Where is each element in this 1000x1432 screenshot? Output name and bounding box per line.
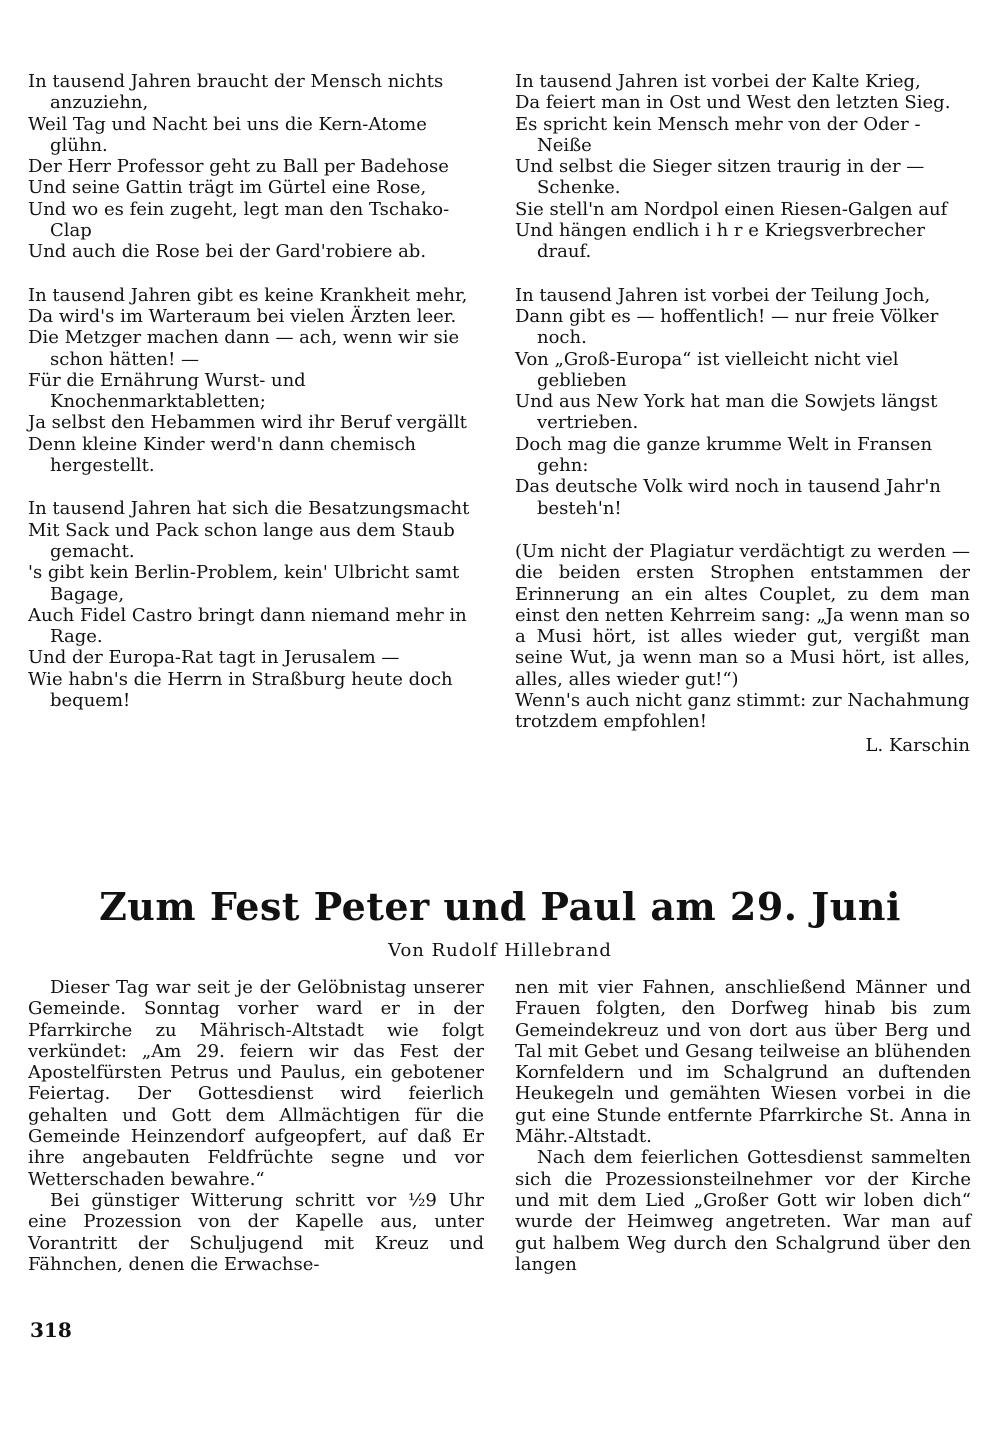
verse-line: In tausend Jahren ist vorbei der Teilung Joch, bbox=[515, 284, 931, 306]
verse-line: Von „Groß-Europa“ ist vielleicht nicht viel geblieben bbox=[515, 348, 899, 391]
article-left-column bbox=[28, 977, 484, 1275]
verse-line: Da wird's im Warteraum bei vielen Ärzten leer. bbox=[28, 305, 457, 327]
verse-line: Da feiert man in Ost und West den letzten Sieg. bbox=[515, 92, 951, 114]
verse-line: Wie habn's die Herrn in Straßburg heute doch bequem! bbox=[28, 668, 453, 712]
poem-stanza bbox=[28, 498, 483, 711]
poem-left-column bbox=[28, 71, 483, 733]
verse-line: In tausend Jahren hat sich die Besatzungsmacht bbox=[28, 498, 470, 520]
verse-line: Und hängen endlich i h r e Kriegsverbrecher drauf. bbox=[515, 220, 925, 263]
poem-author: L. Karschin bbox=[865, 734, 970, 756]
poem-note-tail: Wenn's auch nicht ganz stimmt: zur Nachahmung trotzdem empfohlen! bbox=[515, 690, 970, 733]
verse-line: Doch mag die ganze krumme Welt in Fransen gehn: bbox=[515, 433, 933, 477]
article-paragraph: nen mit vier Fahnen, anschließend Männer und Frauen folgten, den Dorfweg hinab bis zum Gemeindekreuz und von dort aus über Berg und Tal mit Gebet und Gesang teilweise an blühenden Kornfeldern und im Schalgrund an duftenden Heukegeln und gemähten Wiesen vorbei in die gut eine Stunde entfernte Pfarrkirche St. Anna in Mähr.-Altstadt. bbox=[515, 977, 971, 1148]
verse-line: Und auch die Rose bei der Gard'robiere ab. bbox=[28, 241, 427, 263]
verse-line: In tausend Jahren gibt es keine Krankheit mehr, bbox=[28, 284, 468, 306]
article-byline: Von Rudolf Hillebrand bbox=[388, 940, 612, 961]
poem-right-column bbox=[515, 71, 970, 756]
verse-line: Sie stell'n am Nordpol einen Riesen-Galgen auf bbox=[515, 198, 948, 220]
verse-line: Dann gibt es — hoffentlich! — nur freie Völker noch. bbox=[515, 305, 939, 349]
page-number: 318 bbox=[30, 1318, 72, 1342]
verse-line: Und wo es fein zugeht, legt man den Tschako-Clap bbox=[28, 198, 450, 242]
poem-stanza bbox=[28, 71, 483, 263]
verse-line: Ja selbst den Hebammen wird ihr Beruf vergällt bbox=[28, 412, 467, 434]
article-paragraph: Nach dem feierlichen Gottesdienst sammelten sich die Prozessionsteilnehmer vor der Kirche und mit dem Lied „Großer Gott wir loben dich“ wurde der Heimweg angetreten. War man auf gut halbem Weg durch den Schalgrund über den langen bbox=[515, 1147, 971, 1275]
verse-line: Mit Sack und Pack schon lange aus dem Staub gemacht. bbox=[28, 519, 455, 562]
verse-line: Weil Tag und Nacht bei uns die Kern-Atome glühn. bbox=[28, 113, 427, 156]
verse-line: Die Metzger machen dann — ach, wenn wir sie schon hätten! — bbox=[28, 327, 460, 370]
verse-line: Und aus New York hat man die Sowjets längst vertrieben. bbox=[515, 391, 938, 434]
verse-line: Und selbst die Sieger sitzen traurig in der — Schenke. bbox=[515, 156, 925, 199]
verse-line: Das deutsche Volk wird noch in tausend Jahr'n besteh'n! bbox=[515, 476, 941, 519]
poem-stanza bbox=[515, 285, 970, 519]
article-paragraph: Bei günstiger Witterung schritt vor ½9 Uhr eine Prozession von der Kapelle aus, unter Vorantritt der Schuljugend mit Kreuz und Fähnchen, denen die Erwachse- bbox=[28, 1189, 484, 1275]
article-title: Zum Fest Peter und Paul am 29. Juni bbox=[99, 884, 901, 929]
verse-line: Für die Ernährung Wurst- und Knochenmarktabletten; bbox=[28, 369, 306, 413]
verse-line: In tausend Jahren ist vorbei der Kalte Krieg, bbox=[515, 71, 921, 92]
verse-line: Und der Europa-Rat tagt in Jerusalem — bbox=[28, 647, 400, 669]
article-right-column bbox=[515, 977, 971, 1275]
article-paragraph: Dieser Tag war seit je der Gelöbnistag unserer Gemeinde. Sonntag vorher ward er in der Pfarrkirche zu Mährisch-Altstadt wie folgt verkündet: „Am 29. feiern wir das Fest der Apostelfürsten Petrus und Paulus, ein gebotener Feiertag. Der Gottesdienst wird feierlich gehalten und Gott dem Allmächtigen für die Gemeinde Heinzendorf aufgeopfert, auf daß Er ihre angebauten Feldfrüchte segne und vor Wetterschaden bewahre.“ bbox=[28, 977, 484, 1190]
verse-line: Auch Fidel Castro bringt dann niemand mehr in Rage. bbox=[28, 604, 467, 648]
verse-line: 's gibt kein Berlin-Problem, kein' Ulbricht samt Bagage, bbox=[28, 562, 460, 605]
verse-line: Und seine Gattin trägt im Gürtel eine Rose, bbox=[28, 177, 427, 199]
verse-line: In tausend Jahren braucht der Mensch nichts anzuziehn, bbox=[28, 71, 444, 114]
poem-stanza bbox=[28, 285, 483, 477]
poem-stanza bbox=[515, 71, 970, 263]
verse-line: Es spricht kein Mensch mehr von der Oder - Neiße bbox=[515, 113, 921, 156]
verse-line: Denn kleine Kinder werd'n dann chemisch hergestellt. bbox=[28, 433, 417, 477]
poem-note: (Um nicht der Plagiatur verdächtigt zu werden — die beiden ersten Strophen entstammen der Erinnerung an ein altes Couplet, zu dem man einst den netten Kehrreim sang: „Ja wenn man so a Musi hört, ist alles wieder gut, vergißt man seine Wut, ja wenn man so a Musi hört, ist alles, alles, alles wieder gut!“) bbox=[515, 540, 970, 690]
verse-line: Der Herr Professor geht zu Ball per Badehose bbox=[28, 156, 449, 178]
